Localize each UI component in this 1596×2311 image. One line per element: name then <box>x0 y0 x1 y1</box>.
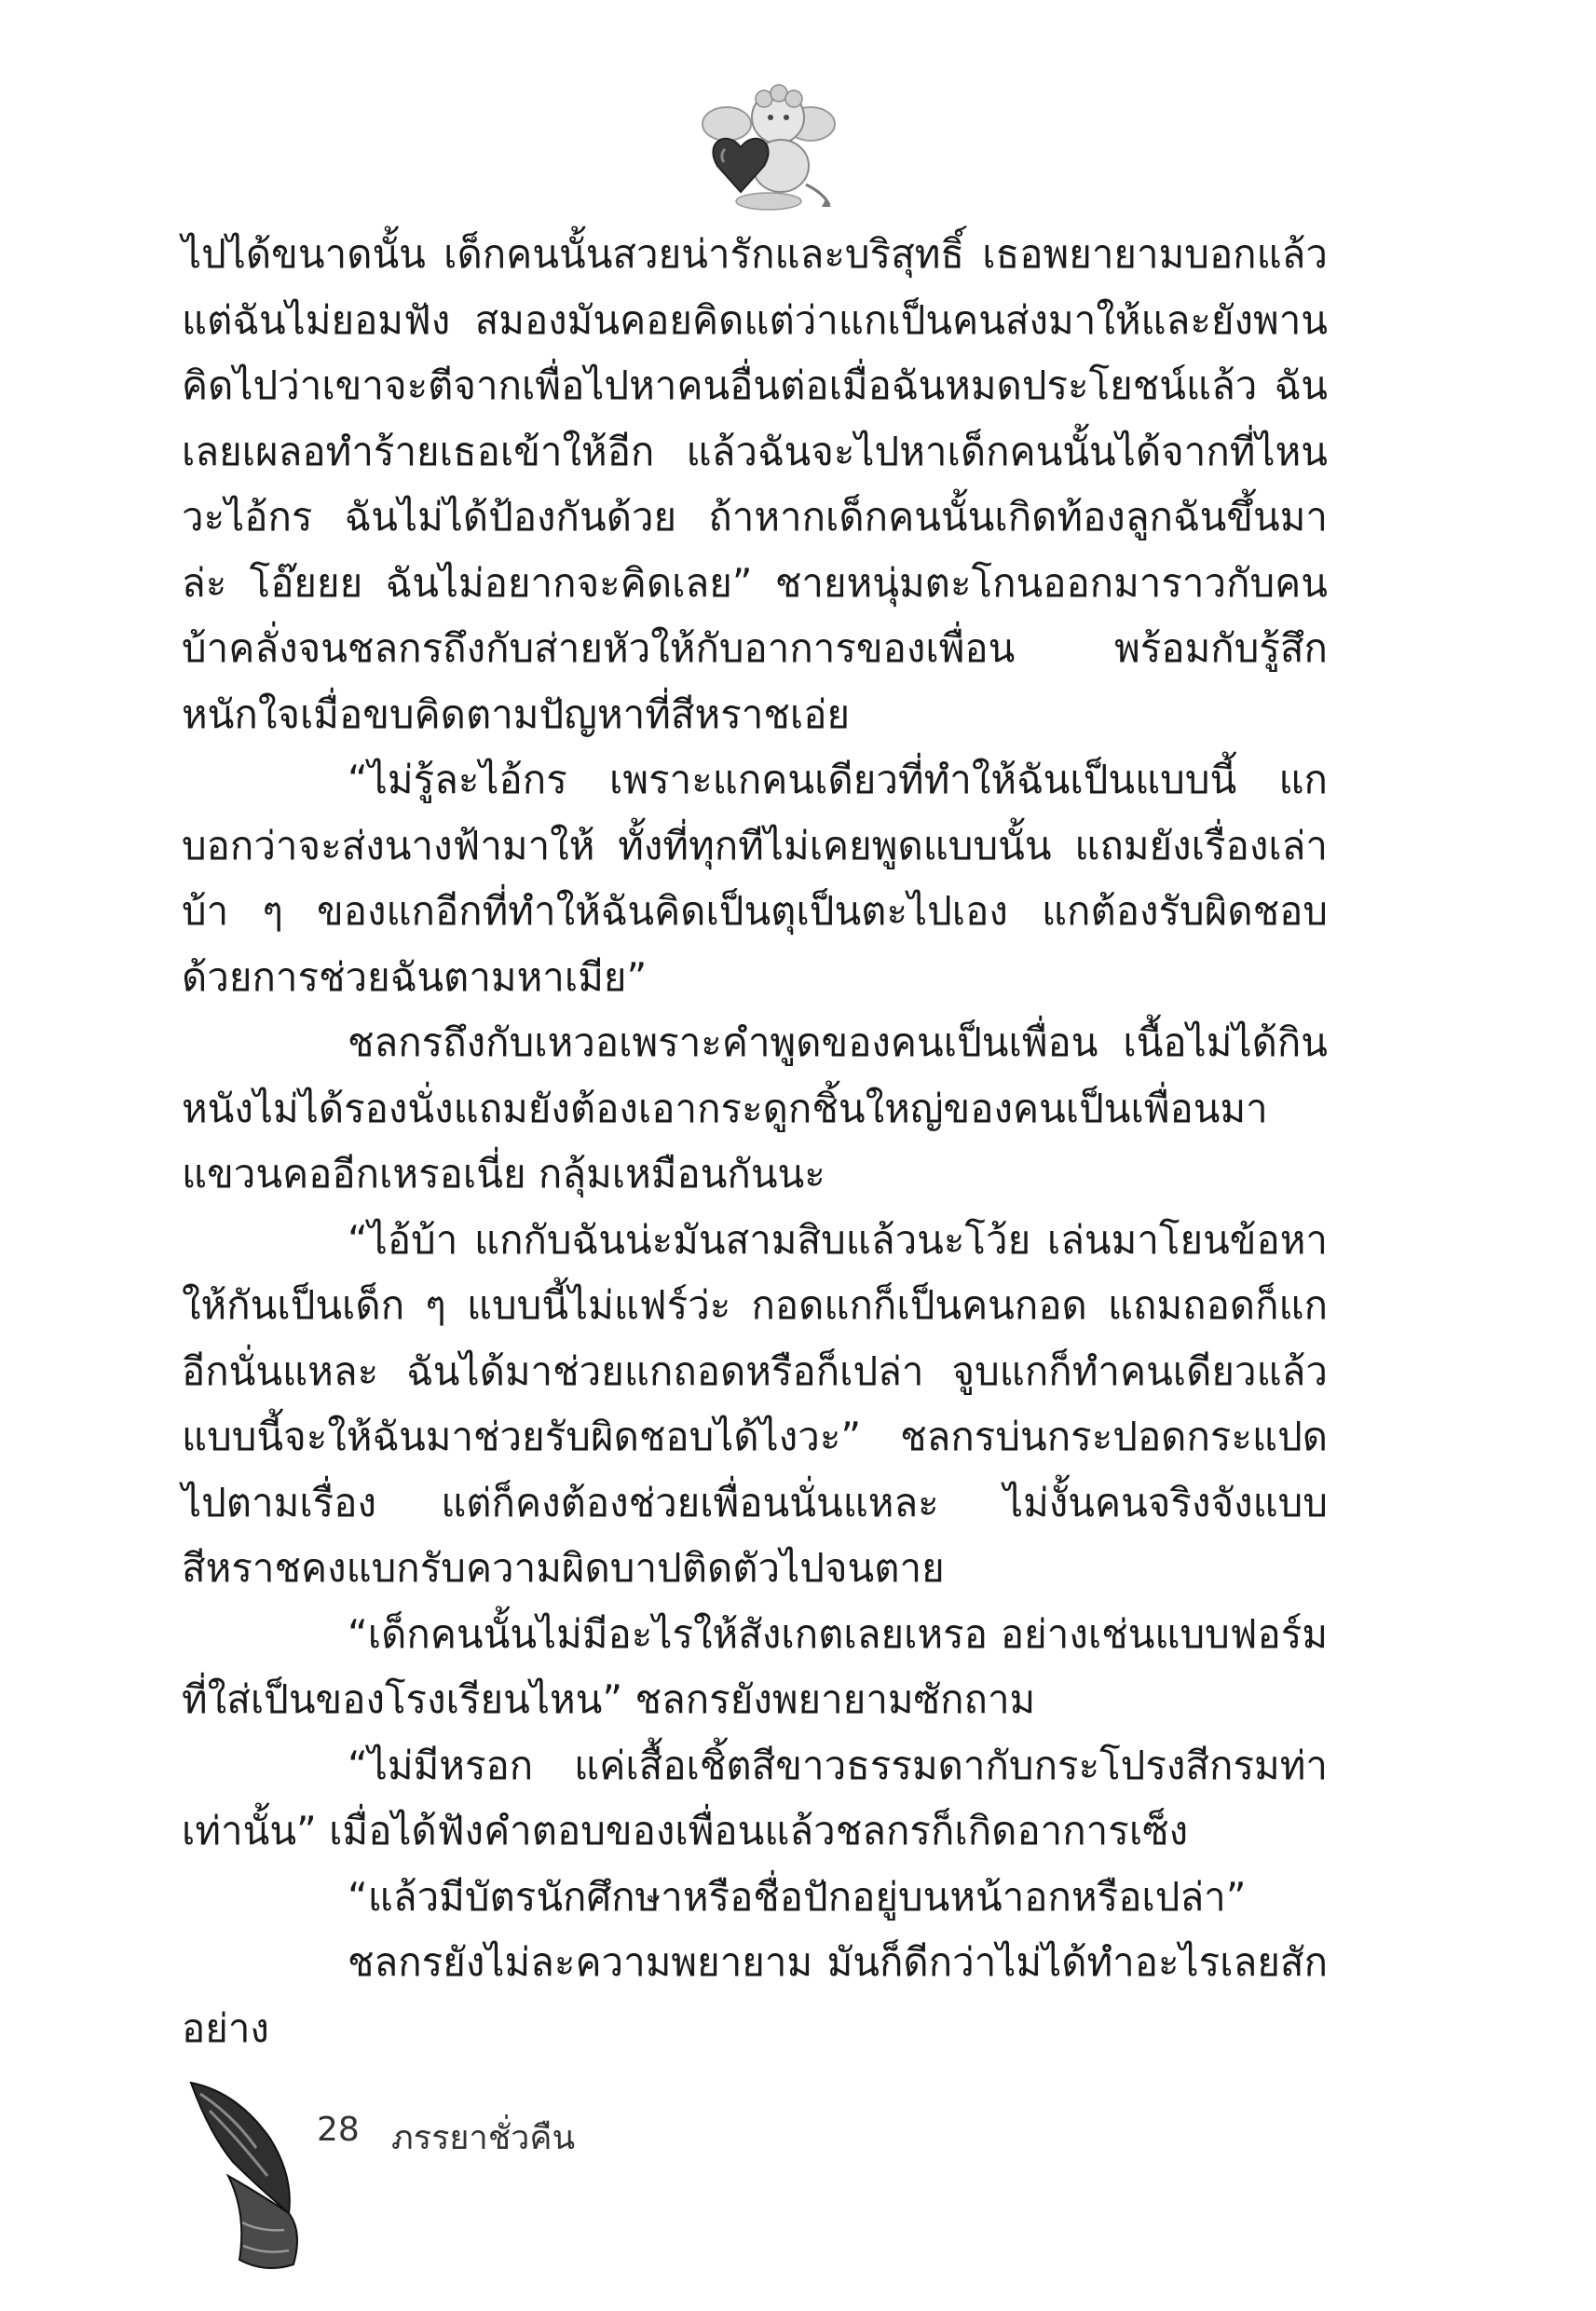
paragraph: “เด็กคนนั้นไม่มีอะไรให้สังเกตเลยเหรอ อย่างเช่นแบบฟอร์มที่ใส่เป็นของโรงเรียนไหน” ชลกรยังพยายามซักถาม <box>182 1610 1328 1722</box>
paragraph: “แล้วมีบัตรนักศึกษาหรือชื่อปักอยู่บนหน้าอกหรือเปล่า” <box>348 1873 1247 1920</box>
page-footer <box>182 2073 741 2288</box>
cupid-heart-icon <box>699 82 839 212</box>
paragraph: ชลกรยังไม่ละความพยายาม มันก็ดีกว่าไม่ได้ทำอะไรเลยสักอย่าง <box>182 1939 1328 2051</box>
paragraph: “ไอ้บ้า แกกับฉันน่ะมันสามสิบแล้วนะโว้ย เล่นมาโยนข้อหาให้กันเป็นเด็ก ๆ แบบนี้ไม่แฟร์ว่ะ กอดแกก็เป็นคนกอด แถมถอดก็แกอีกนั่นแหละ ฉันได้มาช่วยแกถอดหรือก็เปล่า จูบแกก็ทำคนเดียวแล้วแบบนี้จะให้ฉันมาช่วยรับผิดชอบได้ไงวะ” ชลกรบ่นกระปอดกระแปดไปตามเรื่อง แต่ก็คงต้องช่วยเพื่อนนั่นแหละ ไม่งั้นคนจริงจังแบบสีหราชคงแบกรับความผิดบาปติดตัวไปจนตาย <box>182 1216 1328 1591</box>
body-text <box>182 222 1328 2061</box>
book-title: ภรรยาชั่วคืน <box>391 2119 576 2157</box>
paragraph: “ไม่รู้ละไอ้กร เพราะแกคนเดียวที่ทำให้ฉันเป็นแบบนี้ แกบอกว่าจะส่งนางฟ้ามาให้ ทั้งที่ทุกทีไม่เคยพูดแบบนั้น แถมยังเรื่องเล่าบ้า ๆ ของแกอีกที่ทำให้ฉันคิดเป็นตุเป็นตะไปเอง แกต้องรับผิดชอบด้วยการช่วยฉันตามหาเมีย” <box>182 757 1328 1000</box>
paragraph: ไปได้ขนาดนั้น เด็กคนนั้นสวยน่ารักและบริสุทธิ์ เธอพยายามบอกแล้ว แต่ฉันไม่ยอมฟัง สมองมันคอยคิดแต่ว่าแกเป็นคนส่งมาให้และยังพานคิดไปว่าเขาจะตีจากเพื่อไปหาคนอื่นต่อเมื่อฉันหมดประโยชน์แล้ว ฉันเลยเผลอทำร้ายเธอเข้าให้อีก แล้วฉันจะไปหาเด็กคนนั้นได้จากที่ไหนวะไอ้กร ฉันไม่ได้ป้องกันด้วย ถ้าหากเด็กคนนั้นเกิดท้องลูกฉันขึ้นมาล่ะ โอ๊ยยย ฉันไม่อยากจะคิดเลย” ชายหนุ่มตะโกนออกมาราวกับคนบ้าคลั่งจนชลกรถึงกับส่ายหัวให้กับอาการของเพื่อน พร้อมกับรู้สึกหนักใจเมื่อขบคิดตามปัญหาที่สีหราชเอ่ย <box>182 231 1328 737</box>
paragraph: ชลกรถึงกับเหวอเพราะคำพูดของคนเป็นเพื่อน เนื้อไม่ได้กินหนังไม่ได้รองนั่งแถมยังต้องเอากระดูกชิ้นใหญ่ของคนเป็นเพื่อนมาแขวนคออีกเหรอเนี่ย กลุ้มเหมือนกันนะ <box>182 1019 1328 1197</box>
angel-wing-icon <box>182 2073 312 2288</box>
paragraph: “ไม่มีหรอก แค่เสื้อเชิ้ตสีขาวธรรมดากับกระโปรงสีกรมท่าเท่านั้น” เมื่อได้ฟังคำตอบของเพื่อนแล้วชลกรก็เกิดอาการเซ็ง <box>182 1742 1328 1853</box>
page-number: 28 <box>317 2111 360 2149</box>
